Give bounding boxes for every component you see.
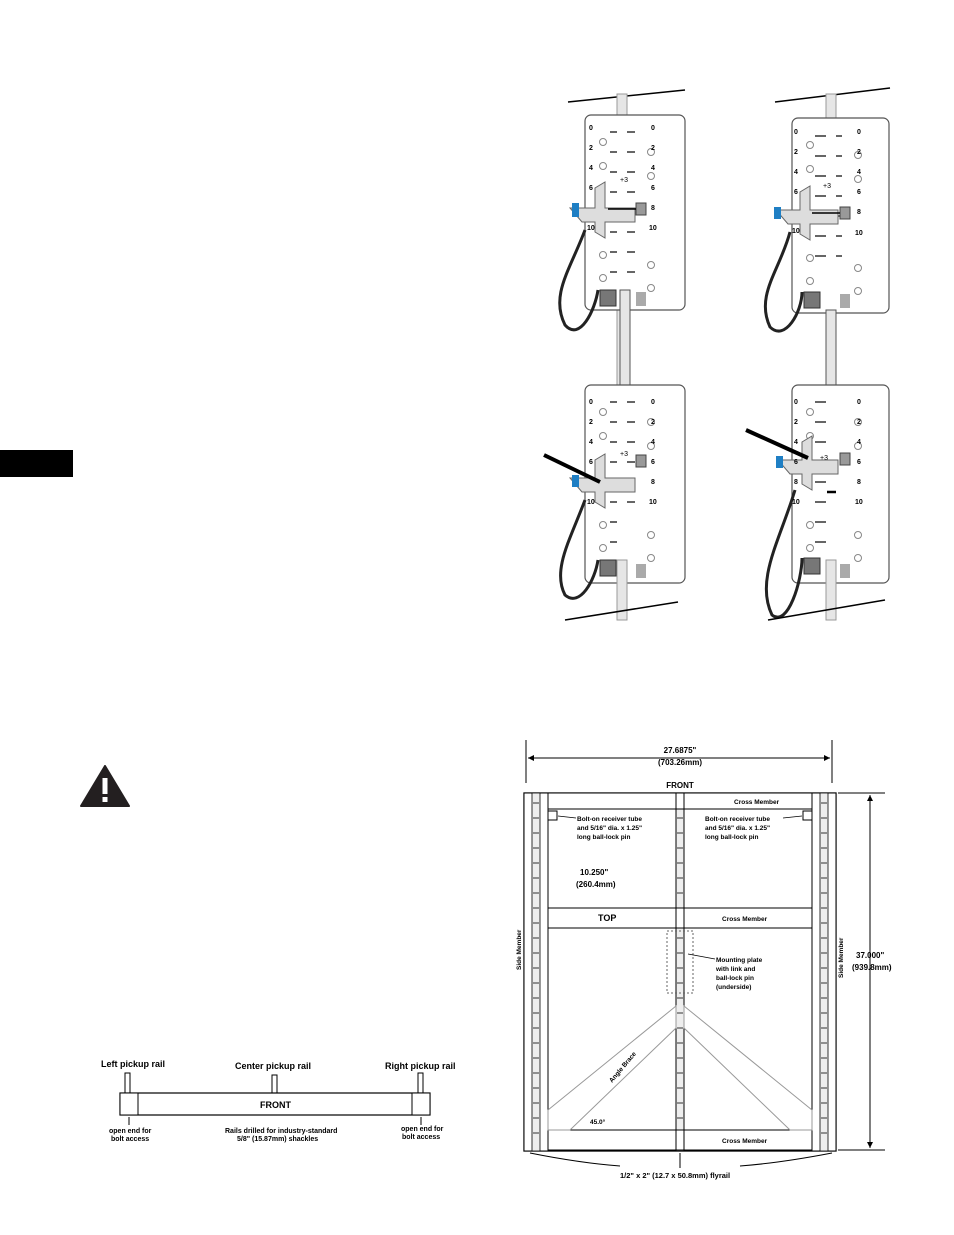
br-l6: 6 (794, 459, 798, 466)
mount-1: Mounting plate (716, 957, 763, 964)
tr-l0: 0 (794, 129, 798, 136)
tr-l4: 4 (794, 169, 798, 176)
side-member-left: Side Member (516, 929, 523, 970)
tr-r4: 4 (857, 169, 861, 176)
br-l0: 0 (794, 399, 798, 406)
receiver-left-2: and 5/16" dia. x 1.25" (577, 825, 643, 832)
frame-width-mm: (703.26mm) (657, 758, 703, 767)
br-r6: 6 (857, 459, 861, 466)
br-r10: 10 (855, 499, 863, 506)
rails-drilled-2: 5/8" (15.87mm) shackles (237, 1136, 319, 1143)
br-offset: +3 (820, 455, 828, 462)
angle-label: 45.0° (590, 1119, 606, 1126)
br-l10: 10 (792, 499, 800, 506)
height-mm: (939.8mm) (852, 963, 892, 972)
bl-l2: 2 (589, 419, 593, 426)
receiver-right-3: long ball-lock pin (705, 834, 759, 841)
tl-r6: 6 (651, 185, 655, 192)
side-member-right: Side Member (838, 937, 845, 978)
tr-r2: 2 (857, 149, 861, 156)
receiver-left-3: long ball-lock pin (577, 834, 631, 841)
br-r0: 0 (857, 399, 861, 406)
tl-r4: 4 (651, 165, 655, 172)
receiver-left-1: Bolt-on receiver tube (577, 816, 643, 823)
bl-l10: 10 (587, 499, 595, 506)
tl-l4: 4 (589, 165, 593, 172)
open-end-left-1: open end for (109, 1128, 152, 1135)
bl-r10: 10 (649, 499, 657, 506)
br-r2: 2 (857, 419, 861, 426)
tr-r8: 8 (857, 209, 861, 216)
br-l8: 8 (794, 479, 798, 486)
frame-width-in: 27.6875" (663, 746, 697, 755)
open-end-left-2: bolt access (111, 1136, 150, 1143)
cross-member-3: Cross Member (722, 1138, 768, 1145)
tr-l6: 6 (794, 189, 798, 196)
panel-bottom-left (544, 385, 685, 620)
rail-front-label: FRONT (260, 1100, 291, 1110)
rigging-panels-diagram (540, 80, 900, 630)
bl-l0: 0 (589, 399, 593, 406)
mount-2: with link and (716, 966, 756, 973)
pickup-rail-diagram (95, 1055, 465, 1150)
bl-l4: 4 (589, 439, 593, 446)
angle-brace-label: Angle Brace (608, 1050, 638, 1085)
tl-l0: 0 (589, 125, 593, 132)
tr-r10: 10 (855, 230, 863, 237)
rails-drilled-1: Rails drilled for industry-standard (225, 1128, 338, 1135)
cross-member-1: Cross Member (734, 799, 780, 806)
br-r4: 4 (857, 439, 861, 446)
depth-mm: (260.4mm) (576, 880, 616, 889)
height-in: 37.000" (856, 951, 885, 960)
br-l2: 2 (794, 419, 798, 426)
receiver-right-2: and 5/16" dia. x 1.25" (705, 825, 771, 832)
br-l4: 4 (794, 439, 798, 446)
cross-member-2: Cross Member (722, 916, 768, 923)
bl-offset: +3 (620, 451, 628, 458)
tl-l6: 6 (589, 185, 593, 192)
bl-l6: 6 (589, 459, 593, 466)
left-pickup-label: Left pickup rail (101, 1059, 166, 1069)
tl-r0: 0 (651, 125, 655, 132)
bl-r6: 6 (651, 459, 655, 466)
mount-4: (underside) (716, 984, 752, 991)
center-pickup-label: Center pickup rail (235, 1061, 312, 1071)
tr-l2: 2 (794, 149, 798, 156)
top-label: TOP (598, 913, 617, 923)
tl-l10: 10 (587, 225, 595, 232)
tr-r0: 0 (857, 129, 861, 136)
tr-l10: 10 (792, 228, 800, 235)
mount-3: ball-lock pin (716, 975, 754, 982)
bl-r8: 8 (651, 479, 655, 486)
frame-diagram (500, 738, 900, 1188)
tl-r10: 10 (649, 225, 657, 232)
panel-bottom-right (746, 385, 889, 620)
flyrail-label: 1/2" x 2" (12.7 x 50.8mm) flyrail (620, 1171, 731, 1180)
section-tab (0, 450, 73, 477)
tl-offset: +3 (620, 177, 628, 184)
tl-r8: 8 (651, 205, 655, 212)
warning-icon (80, 765, 130, 807)
bl-r2: 2 (651, 419, 655, 426)
receiver-right-1: Bolt-on receiver tube (705, 816, 771, 823)
frame-front: FRONT (666, 781, 694, 790)
tl-r2: 2 (651, 145, 655, 152)
tr-r6: 6 (857, 189, 861, 196)
right-pickup-label: Right pickup rail (385, 1061, 456, 1071)
open-end-right-2: bolt access (402, 1134, 441, 1141)
open-end-right-1: open end for (401, 1126, 444, 1133)
depth-in: 10.250" (580, 868, 609, 877)
bl-r0: 0 (651, 399, 655, 406)
bl-r4: 4 (651, 439, 655, 446)
tr-offset: +3 (823, 183, 831, 190)
tl-l2: 2 (589, 145, 593, 152)
br-r8: 8 (857, 479, 861, 486)
